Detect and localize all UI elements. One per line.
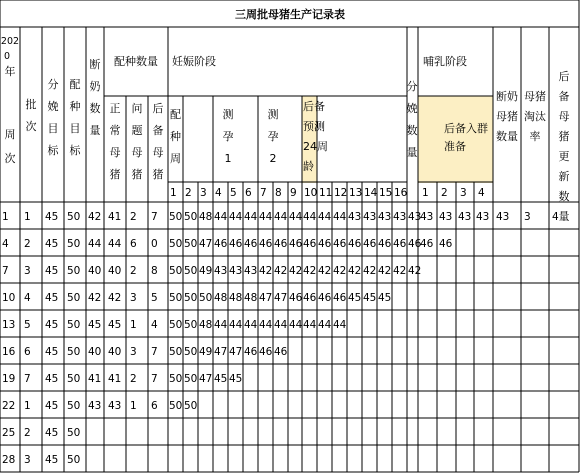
cell-gestation: 47 <box>274 292 288 304</box>
cell-weaned-sow: 43 <box>496 211 510 223</box>
gilt-replace-header-char: 母 <box>558 110 570 123</box>
cell-gestation: 42 <box>363 265 377 277</box>
cell-week: 1 <box>2 211 9 223</box>
cell-week: 16 <box>2 346 16 358</box>
cell-farrow-target: 45 <box>45 346 59 358</box>
weaned-sow-header: 断奶 <box>496 90 518 103</box>
cell-gilt-replace: 4 <box>552 211 559 223</box>
cell-farrow-count: 43 <box>408 211 422 223</box>
cell-gestation: 43 <box>363 211 377 223</box>
cell-gestation: 50 <box>184 292 198 304</box>
gilt-replace-header-char: 更 <box>558 150 570 163</box>
cell-breed-target: 50 <box>67 319 81 331</box>
cell-gestation: 50 <box>184 319 198 331</box>
gilt-entry-header: 准备 <box>444 140 466 153</box>
problem-sow-header-char: 母 <box>131 146 143 159</box>
cell-gestation: 43 <box>378 211 392 223</box>
cell-farrow-target: 45 <box>45 319 59 331</box>
gestation-header: 妊娠阶段 <box>172 55 216 68</box>
cell-gestation: 45 <box>363 292 377 304</box>
table-row <box>2 319 347 331</box>
cell-gestation: 44 <box>303 319 317 331</box>
cell-gestation: 50 <box>184 400 198 412</box>
cell-week: 13 <box>2 319 16 331</box>
gestation-week-number: 4 <box>215 187 222 199</box>
cell-gestation: 44 <box>274 211 288 223</box>
cell-week: 4 <box>2 238 9 250</box>
cell-week: 28 <box>2 454 16 466</box>
cell-gestation: 43 <box>393 211 407 223</box>
cell-breed-target: 50 <box>67 427 81 439</box>
cell-batch: 7 <box>24 373 31 385</box>
cell-batch: 2 <box>24 427 31 439</box>
week-year-label: 202 <box>0 36 20 47</box>
cell-gestation: 42 <box>378 265 392 277</box>
cell-problem-sow: 1 <box>130 400 137 412</box>
cell-problem-sow: 6 <box>130 238 137 250</box>
cell-lactation: 43 <box>476 211 490 223</box>
cell-gilt-sow: 7 <box>151 346 158 358</box>
gestation-week-number: 3 <box>200 187 207 199</box>
cell-batch: 1 <box>24 400 31 412</box>
cell-gestation: 44 <box>318 211 332 223</box>
cell-gestation: 46 <box>318 238 332 250</box>
batch-header-char: 次 <box>25 120 37 133</box>
lactation-week-number: 4 <box>478 187 485 199</box>
gilt-replace-header-char: 后 <box>558 70 570 83</box>
cell-gestation: 43 <box>244 265 258 277</box>
cell-gestation: 44 <box>333 211 347 223</box>
cell-gestation: 45 <box>229 373 243 385</box>
cell-gestation: 50 <box>169 238 183 250</box>
lactation-week-number: 3 <box>460 187 467 199</box>
cell-gestation: 44 <box>244 211 258 223</box>
cell-gestation: 44 <box>318 319 332 331</box>
cell-gestation: 42 <box>259 265 273 277</box>
cell-batch: 1 <box>24 211 31 223</box>
preg-test-1-header: 测 <box>222 108 234 121</box>
cell-gestation: 50 <box>184 346 198 358</box>
cell-breed-target: 50 <box>67 292 81 304</box>
cell-gestation: 45 <box>348 292 362 304</box>
week-label-char: 次 <box>4 152 16 165</box>
week-label-char: 周 <box>4 128 16 141</box>
cull-rate-header: 率 <box>529 130 541 143</box>
gestation-week-number: 12 <box>334 187 348 199</box>
cell-breed-target: 50 <box>67 238 81 250</box>
gestation-week-number: 10 <box>304 187 318 199</box>
farrow-target-header-char: 娩 <box>47 100 59 113</box>
cell-gestation: 46 <box>289 292 303 304</box>
breed-target-header-char: 标 <box>69 144 81 157</box>
farrow-count-header-char: 量 <box>406 146 418 159</box>
cell-gestation: 47 <box>214 346 228 358</box>
cell-weaning: 43 <box>88 400 102 412</box>
cell-gestation: 45 <box>378 292 392 304</box>
cell-weaning: 45 <box>88 319 102 331</box>
cell-farrow-target: 45 <box>45 427 59 439</box>
cell-gestation: 48 <box>229 292 243 304</box>
cell-gilt-sow: 0 <box>151 238 158 250</box>
cell-gestation: 42 <box>333 265 347 277</box>
gestation-week-number: 16 <box>394 187 408 199</box>
cell-weaning: 40 <box>88 346 102 358</box>
cell-breed-target: 50 <box>67 373 81 385</box>
batch-header-char: 批 <box>25 98 37 111</box>
cell-farrow-count: 46 <box>408 238 422 250</box>
lactation-week-number: 1 <box>422 187 429 199</box>
cell-normal-sow: 41 <box>108 373 122 385</box>
cell-gestation: 46 <box>333 238 347 250</box>
cell-farrow-target: 45 <box>45 454 59 466</box>
cell-gestation: 48 <box>199 211 213 223</box>
cell-gestation: 45 <box>214 373 228 385</box>
gilt-replace-header-char: 备 <box>558 90 570 103</box>
lactation-week-number: 2 <box>441 187 448 199</box>
cell-gilt-sow: 6 <box>151 400 158 412</box>
breeding-week-header-char: 种 <box>170 130 181 143</box>
cell-farrow-target: 45 <box>45 292 59 304</box>
gilt-sow-header-char: 母 <box>152 146 164 159</box>
cell-batch: 6 <box>24 346 31 358</box>
cell-gestation: 50 <box>169 265 183 277</box>
preg-test-1-header: 孕 <box>222 130 234 143</box>
cell-gestation: 46 <box>274 238 288 250</box>
cell-normal-sow: 44 <box>108 238 122 250</box>
preg-test-1-header: 1 <box>224 152 232 165</box>
cell-cull-rate: 3 <box>524 211 531 223</box>
cell-gestation: 46 <box>259 238 273 250</box>
breed-target-header-char: 种 <box>69 100 81 113</box>
cell-farrow-target: 45 <box>45 400 59 412</box>
cell-gestation: 46 <box>378 238 392 250</box>
weaned-sow-header: 母猪 <box>496 110 518 123</box>
cell-gestation: 42 <box>348 265 362 277</box>
normal-sow-header-char: 正 <box>109 102 121 115</box>
cell-problem-sow: 3 <box>130 346 137 358</box>
table-row <box>2 238 453 250</box>
cell-batch: 3 <box>24 265 31 277</box>
preg-test-2-header: 2 <box>269 152 277 165</box>
cell-batch: 2 <box>24 238 31 250</box>
cell-gestation: 46 <box>318 292 332 304</box>
cell-gestation: 44 <box>229 319 243 331</box>
cell-gestation: 44 <box>259 211 273 223</box>
cell-weaning: 40 <box>88 265 102 277</box>
cell-gestation: 46 <box>303 292 317 304</box>
cell-normal-sow: 45 <box>108 319 122 331</box>
gilt-sow-header-char: 备 <box>152 124 164 137</box>
cell-breed-target: 50 <box>67 346 81 358</box>
gilt-sow-header-char: 后 <box>152 102 164 115</box>
cell-gestation: 43 <box>229 265 243 277</box>
week-year-label: 0 <box>4 51 11 62</box>
weaning-count-header-char: 数 <box>89 102 101 115</box>
week-year-label: 年 <box>4 65 16 78</box>
cell-gilt-sow: 7 <box>151 211 158 223</box>
cell-normal-sow: 43 <box>108 400 122 412</box>
cell-weaning: 44 <box>88 238 102 250</box>
gestation-week-number: 11 <box>319 187 333 199</box>
cell-gestation: 50 <box>184 373 198 385</box>
gilt-replace-header-char: 量 <box>558 210 570 223</box>
gestation-week-number: 6 <box>245 187 252 199</box>
cell-gestation: 43 <box>348 211 362 223</box>
problem-sow-header-char: 问 <box>131 102 143 115</box>
cell-farrow-target: 45 <box>45 238 59 250</box>
gilt-sow-header-char: 猪 <box>152 168 164 181</box>
cell-gilt-sow: 4 <box>151 319 158 331</box>
cell-problem-sow: 1 <box>130 319 137 331</box>
cell-week: 19 <box>2 373 16 385</box>
farrow-target-header-char: 分 <box>47 78 59 91</box>
breeding-week-header-char: 周 <box>170 152 181 165</box>
cell-weaning: 41 <box>88 373 102 385</box>
cell-problem-sow: 2 <box>130 265 137 277</box>
cell-gestation: 47 <box>259 292 273 304</box>
cell-gestation: 50 <box>169 319 183 331</box>
cell-gestation: 47 <box>199 373 213 385</box>
cell-gestation: 49 <box>199 265 213 277</box>
cull-rate-header: 母猪 <box>524 90 546 103</box>
gestation-week-number: 1 <box>170 187 177 199</box>
cell-gilt-sow: 7 <box>151 373 158 385</box>
cell-gestation: 46 <box>244 346 258 358</box>
cell-gestation: 44 <box>274 319 288 331</box>
cell-gestation: 42 <box>393 265 407 277</box>
cell-gestation: 48 <box>214 292 228 304</box>
cell-farrow-count: 42 <box>408 265 422 277</box>
cell-breed-target: 50 <box>67 211 81 223</box>
cell-gestation: 46 <box>333 292 347 304</box>
gilt-entry-header: 后备入群 <box>444 122 488 135</box>
cell-breed-target: 50 <box>67 454 81 466</box>
cell-gestation: 44 <box>303 211 317 223</box>
cell-gestation: 50 <box>169 346 183 358</box>
cell-week: 22 <box>2 400 16 412</box>
farrow-count-header-char: 数 <box>406 124 418 137</box>
cell-problem-sow: 2 <box>130 373 137 385</box>
cell-gestation: 44 <box>259 319 273 331</box>
cell-gilt-sow: 5 <box>151 292 158 304</box>
weaning-count-header-char: 奶 <box>89 80 101 93</box>
cell-gestation: 46 <box>393 238 407 250</box>
cell-gestation: 48 <box>244 292 258 304</box>
problem-sow-header-char: 题 <box>131 124 143 137</box>
cell-normal-sow: 40 <box>108 265 122 277</box>
cell-gestation: 46 <box>259 346 273 358</box>
cell-gestation: 46 <box>348 238 362 250</box>
gilt-expected-header: 24周 <box>303 140 328 153</box>
cell-gestation: 44 <box>244 319 258 331</box>
cell-farrow-target: 45 <box>45 373 59 385</box>
gilt-expected-header: 预测 <box>303 120 325 133</box>
breed-target-header-char: 配 <box>69 78 81 91</box>
cell-gestation: 46 <box>289 238 303 250</box>
gestation-week-number: 14 <box>364 187 378 199</box>
gestation-week-number: 5 <box>230 187 237 199</box>
gestation-week-number: 15 <box>379 187 393 199</box>
preg-test-2-header: 测 <box>267 108 279 121</box>
cell-gestation: 50 <box>169 400 183 412</box>
sheet-title: 三周批母猪生产记录表 <box>235 8 345 21</box>
cell-gestation: 50 <box>184 211 198 223</box>
breeding-count-header: 配种数量 <box>114 55 158 68</box>
gestation-week-number: 9 <box>290 187 297 199</box>
cell-gestation: 44 <box>214 211 228 223</box>
cell-batch: 3 <box>24 454 31 466</box>
cell-lactation: 43 <box>458 211 472 223</box>
cell-problem-sow: 2 <box>130 211 137 223</box>
gilt-replace-header-char: 数 <box>558 190 570 203</box>
cell-weaning: 42 <box>88 292 102 304</box>
breeding-week-header-char: 配 <box>170 108 181 121</box>
weaned-sow-header: 数量 <box>496 130 518 143</box>
cell-farrow-target: 45 <box>45 265 59 277</box>
cell-gestation: 46 <box>244 238 258 250</box>
cell-gestation: 44 <box>289 319 303 331</box>
cell-gestation: 44 <box>214 319 228 331</box>
cell-normal-sow: 42 <box>108 292 122 304</box>
cell-gestation: 50 <box>169 211 183 223</box>
cell-gestation: 43 <box>214 265 228 277</box>
weaning-count-header-char: 断 <box>89 58 101 71</box>
cell-lactation: 46 <box>420 238 434 250</box>
cell-gestation: 50 <box>184 265 198 277</box>
cell-breed-target: 50 <box>67 400 81 412</box>
cell-gestation: 50 <box>184 238 198 250</box>
gilt-expected-header: 后备 <box>303 100 325 113</box>
preg-test-2-header: 孕 <box>267 130 279 143</box>
cell-gestation: 42 <box>274 265 288 277</box>
cell-batch: 4 <box>24 292 31 304</box>
cell-gestation: 47 <box>199 238 213 250</box>
cell-normal-sow: 41 <box>108 211 122 223</box>
gestation-week-number: 7 <box>260 187 267 199</box>
cell-lactation: 43 <box>420 211 434 223</box>
cell-gestation: 42 <box>289 265 303 277</box>
lactation-header: 哺乳阶段 <box>423 55 467 68</box>
cell-gilt-sow: 8 <box>151 265 158 277</box>
cell-gestation: 47 <box>229 346 243 358</box>
cell-gestation: 44 <box>289 211 303 223</box>
cell-gestation: 50 <box>169 292 183 304</box>
gestation-week-number: 2 <box>185 187 192 199</box>
normal-sow-header-char: 常 <box>109 124 121 137</box>
cell-week: 10 <box>2 292 16 304</box>
weaning-count-header-char: 量 <box>89 124 101 137</box>
farrow-target-header-char: 目 <box>47 122 59 135</box>
cell-batch: 5 <box>24 319 31 331</box>
gilt-replace-header-char: 猪 <box>558 130 570 143</box>
breeding-week-header <box>170 108 181 165</box>
cell-gestation: 46 <box>274 346 288 358</box>
cell-problem-sow: 3 <box>130 292 137 304</box>
cell-gestation: 50 <box>169 373 183 385</box>
cell-gestation: 46 <box>229 238 243 250</box>
cell-breed-target: 50 <box>67 265 81 277</box>
gilt-expected-header: 龄 <box>303 160 314 173</box>
cell-lactation: 43 <box>439 211 453 223</box>
cell-gestation: 49 <box>199 346 213 358</box>
cell-farrow-target: 45 <box>45 211 59 223</box>
gilt-replace-header-char: 新 <box>558 170 570 183</box>
breed-target-header-char: 目 <box>69 122 81 135</box>
cell-gestation: 46 <box>303 238 317 250</box>
normal-sow-header-char: 母 <box>109 146 121 159</box>
cell-gestation: 48 <box>199 319 213 331</box>
cell-gestation: 46 <box>363 238 377 250</box>
farrow-count-header-char: 娩 <box>406 102 418 115</box>
cell-gestation: 42 <box>303 265 317 277</box>
cell-gestation: 42 <box>318 265 332 277</box>
cell-lactation: 46 <box>439 238 453 250</box>
cell-week: 25 <box>2 427 16 439</box>
cell-gestation: 50 <box>199 292 213 304</box>
farrow-target-header-char: 标 <box>47 144 59 157</box>
cull-rate-header: 淘汰 <box>524 110 546 123</box>
cell-gestation: 44 <box>333 319 347 331</box>
problem-sow-header-char: 猪 <box>131 168 143 181</box>
normal-sow-header-char: 猪 <box>109 168 121 181</box>
cell-gestation: 44 <box>229 211 243 223</box>
cell-gestation: 46 <box>214 238 228 250</box>
farrow-count-header-char: 分 <box>406 80 418 93</box>
cell-normal-sow: 40 <box>108 346 122 358</box>
gestation-week-number: 8 <box>275 187 282 199</box>
gestation-week-number: 13 <box>349 187 363 199</box>
cell-week: 7 <box>2 265 9 277</box>
cell-weaning: 42 <box>88 211 102 223</box>
